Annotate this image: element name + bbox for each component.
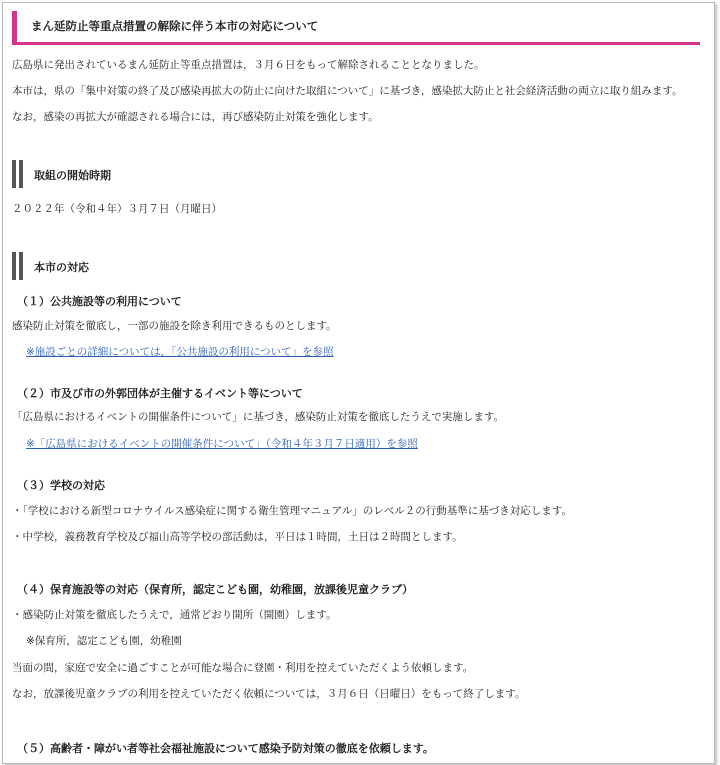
subsection-4-line-2: 当面の間，家庭で安全に過ごすことが可能な場合に登園・利用を控えていただくよう依頼します。 <box>12 662 474 674</box>
public-facilities-link[interactable]: ※施設ごとの詳細については，「公共施設の利用について」を参照 <box>26 346 334 358</box>
intro-paragraph-3: なお，感染の再拡大が確認される場合には，再び感染防止対策を強化します。 <box>12 111 379 123</box>
intro-paragraph-1: 広島県に発出されているまん延防止等重点措置は，３月６日をもって解除されることとなりました。 <box>12 59 485 71</box>
subsection-3-item-1: ・「学校における新型コロナウイルス感染症に関する衛生管理マニュアル」のレベル２の行動基準に基づき対応します。 <box>12 505 572 517</box>
event-conditions-link[interactable]: ※「広島県におけるイベントの開催条件について」（令和４年３月７日適用）を参照 <box>26 438 418 450</box>
start-date: ２０２２年（令和４年）３月７日（月曜日） <box>12 203 222 215</box>
section-heading-response-label: 本市の対応 <box>34 261 89 274</box>
subsection-3-item-2: ・中学校，義務教育学校及び福山高等学校の部活動は，平日は１時間，土日は２時間とします。 <box>12 531 463 543</box>
subsection-5-title: （５）高齢者・障がい者等社会福祉施設について感染予防対策の徹底を依頼します。 <box>17 742 434 755</box>
page-title: まん延防止等重点措置の解除に伴う本市の対応について <box>31 19 319 33</box>
subsection-3-title: （３）学校の対応 <box>17 479 105 492</box>
heading-bar-icon <box>12 160 24 188</box>
section-heading-response <box>12 252 612 280</box>
subsection-4-item-1: ・感染防止対策を徹底したうえで，通常どおり開所（開園）します。 <box>12 609 337 621</box>
page-title-bar <box>12 11 700 45</box>
subsection-1-title: （１）公共施設等の利用について <box>17 295 182 308</box>
intro-paragraph-2: 本市は，県の「集中対策の終了及び感染再拡大の防止に向けた取組について」に基づき，感染拡大防止と社会経済活動の両立に取り組みます。 <box>12 85 683 97</box>
page-frame <box>2 2 715 764</box>
subsection-1-text: 感染防止対策を徹底し，一部の施設を除き利用できるものとします。 <box>12 320 337 332</box>
subsection-2-text: 「広島県におけるイベントの開催条件について」に基づき，感染防止対策を徹底したうえで実施します。 <box>12 411 505 423</box>
subsection-4-note: ※保育所，認定こども園，幼稚園 <box>26 635 182 647</box>
section-heading-start <box>12 160 612 188</box>
subsection-4-title: （４）保育施設等の対応（保育所，認定こども園，幼稚園，放課後児童クラブ） <box>17 583 414 596</box>
subsection-4-line-3: なお，放課後児童クラブの利用を控えていただく依頼については，３月６日（日曜日）をもって終了します。 <box>12 688 526 700</box>
heading-bar-icon <box>12 252 24 280</box>
section-heading-start-label: 取組の開始時期 <box>34 169 111 182</box>
subsection-2-title: （２）市及び市の外郭団体が主催するイベント等について <box>17 387 303 400</box>
